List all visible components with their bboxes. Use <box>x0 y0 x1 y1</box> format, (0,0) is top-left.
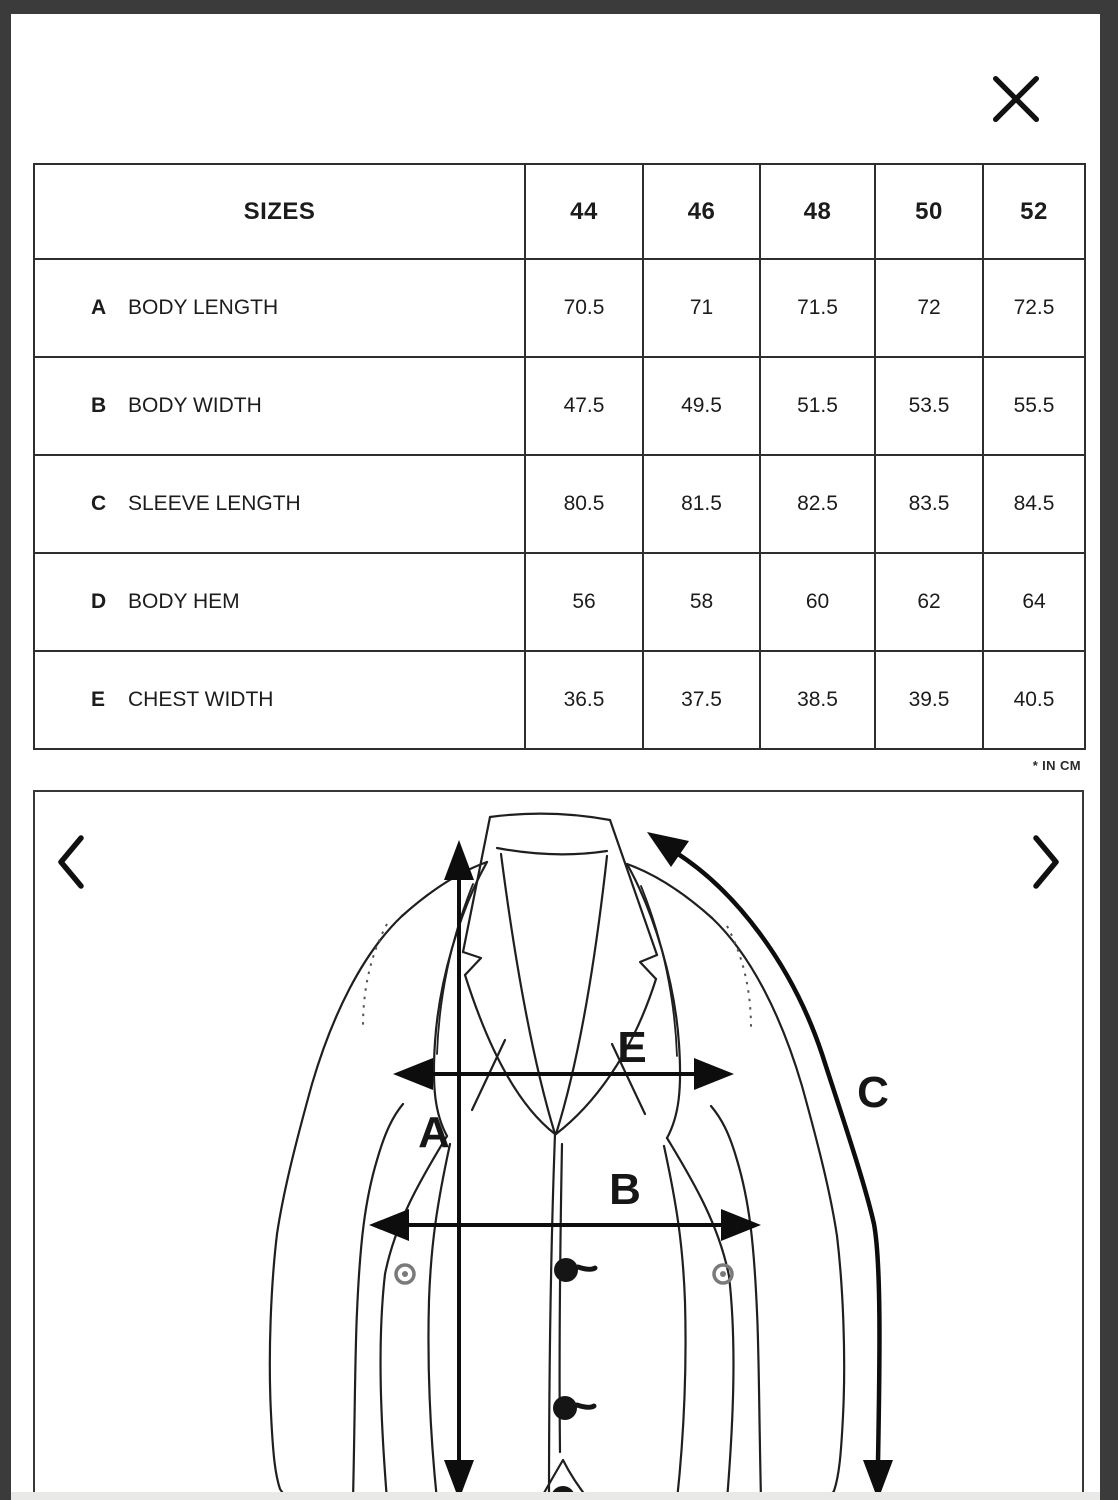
measurement-value: 83.5 <box>875 455 983 553</box>
size-table <box>33 163 1086 750</box>
measurement-label-cell <box>34 455 525 553</box>
sizes-header: SIZES <box>34 164 525 259</box>
chevron-left-icon <box>51 830 91 894</box>
measurement-value: 38.5 <box>760 651 875 749</box>
size-table-head <box>34 164 1085 259</box>
measurement-value: 71 <box>643 259 760 357</box>
header-row <box>34 164 1085 259</box>
label-a: A <box>418 1108 450 1157</box>
chevron-right-icon <box>1026 830 1066 894</box>
measurement-value: 47.5 <box>525 357 643 455</box>
row-letter: C <box>91 492 107 515</box>
row-letter: E <box>91 688 106 711</box>
measurement-value: 51.5 <box>760 357 875 455</box>
measurement-value: 39.5 <box>875 651 983 749</box>
measurement-value: 82.5 <box>760 455 875 553</box>
frame-right <box>1100 0 1118 1500</box>
measurement-label-cell <box>34 553 525 651</box>
measurement-value: 56 <box>525 553 643 651</box>
table-row <box>34 357 1085 455</box>
table-row <box>34 259 1085 357</box>
measurement-value: 84.5 <box>983 455 1085 553</box>
row-letter: D <box>91 590 107 613</box>
label-e: E <box>617 1023 647 1072</box>
size-column-header: 46 <box>643 164 760 259</box>
measurement-value: 62 <box>875 553 983 651</box>
measurement-diagram <box>33 790 1084 1500</box>
measurement-value: 81.5 <box>643 455 760 553</box>
row-letter: B <box>91 394 107 417</box>
row-label: BODY WIDTH <box>128 394 262 417</box>
unit-note: * IN CM <box>1032 758 1081 773</box>
size-column-header: 44 <box>525 164 643 259</box>
size-column-header: 50 <box>875 164 983 259</box>
measurement-value: 53.5 <box>875 357 983 455</box>
measurement-value: 80.5 <box>525 455 643 553</box>
frame-left <box>0 0 11 1500</box>
size-column-header: 52 <box>983 164 1085 259</box>
table-row <box>34 553 1085 651</box>
measurement-value: 72 <box>875 259 983 357</box>
table-row <box>34 651 1085 749</box>
measurement-value: 58 <box>643 553 760 651</box>
measurement-value: 72.5 <box>983 259 1085 357</box>
page-bottom-strip <box>11 1492 1100 1500</box>
prev-button[interactable] <box>51 830 91 894</box>
row-label: BODY LENGTH <box>128 296 279 319</box>
table-row <box>34 455 1085 553</box>
measurement-value: 49.5 <box>643 357 760 455</box>
row-label: SLEEVE LENGTH <box>128 492 301 515</box>
row-letter: A <box>91 296 107 319</box>
measurement-value: 55.5 <box>983 357 1085 455</box>
measurement-value: 40.5 <box>983 651 1085 749</box>
measurement-value: 60 <box>760 553 875 651</box>
label-b: B <box>609 1165 641 1214</box>
measurement-label-cell <box>34 357 525 455</box>
measurement-label-cell <box>34 259 525 357</box>
jacket-drawing <box>35 792 1082 1500</box>
frame-top <box>0 0 1118 14</box>
measurement-value: 71.5 <box>760 259 875 357</box>
row-label: CHEST WIDTH <box>128 688 274 711</box>
next-button[interactable] <box>1026 830 1066 894</box>
measurement-value: 36.5 <box>525 651 643 749</box>
measurement-value: 37.5 <box>643 651 760 749</box>
measurement-value: 64 <box>983 553 1085 651</box>
label-c: C <box>857 1068 889 1117</box>
measurement-label-cell <box>34 651 525 749</box>
row-label: BODY HEM <box>128 590 240 613</box>
size-table-body <box>34 259 1085 749</box>
measurement-value: 70.5 <box>525 259 643 357</box>
close-button[interactable] <box>986 69 1046 129</box>
close-icon <box>986 69 1046 129</box>
size-column-header: 48 <box>760 164 875 259</box>
